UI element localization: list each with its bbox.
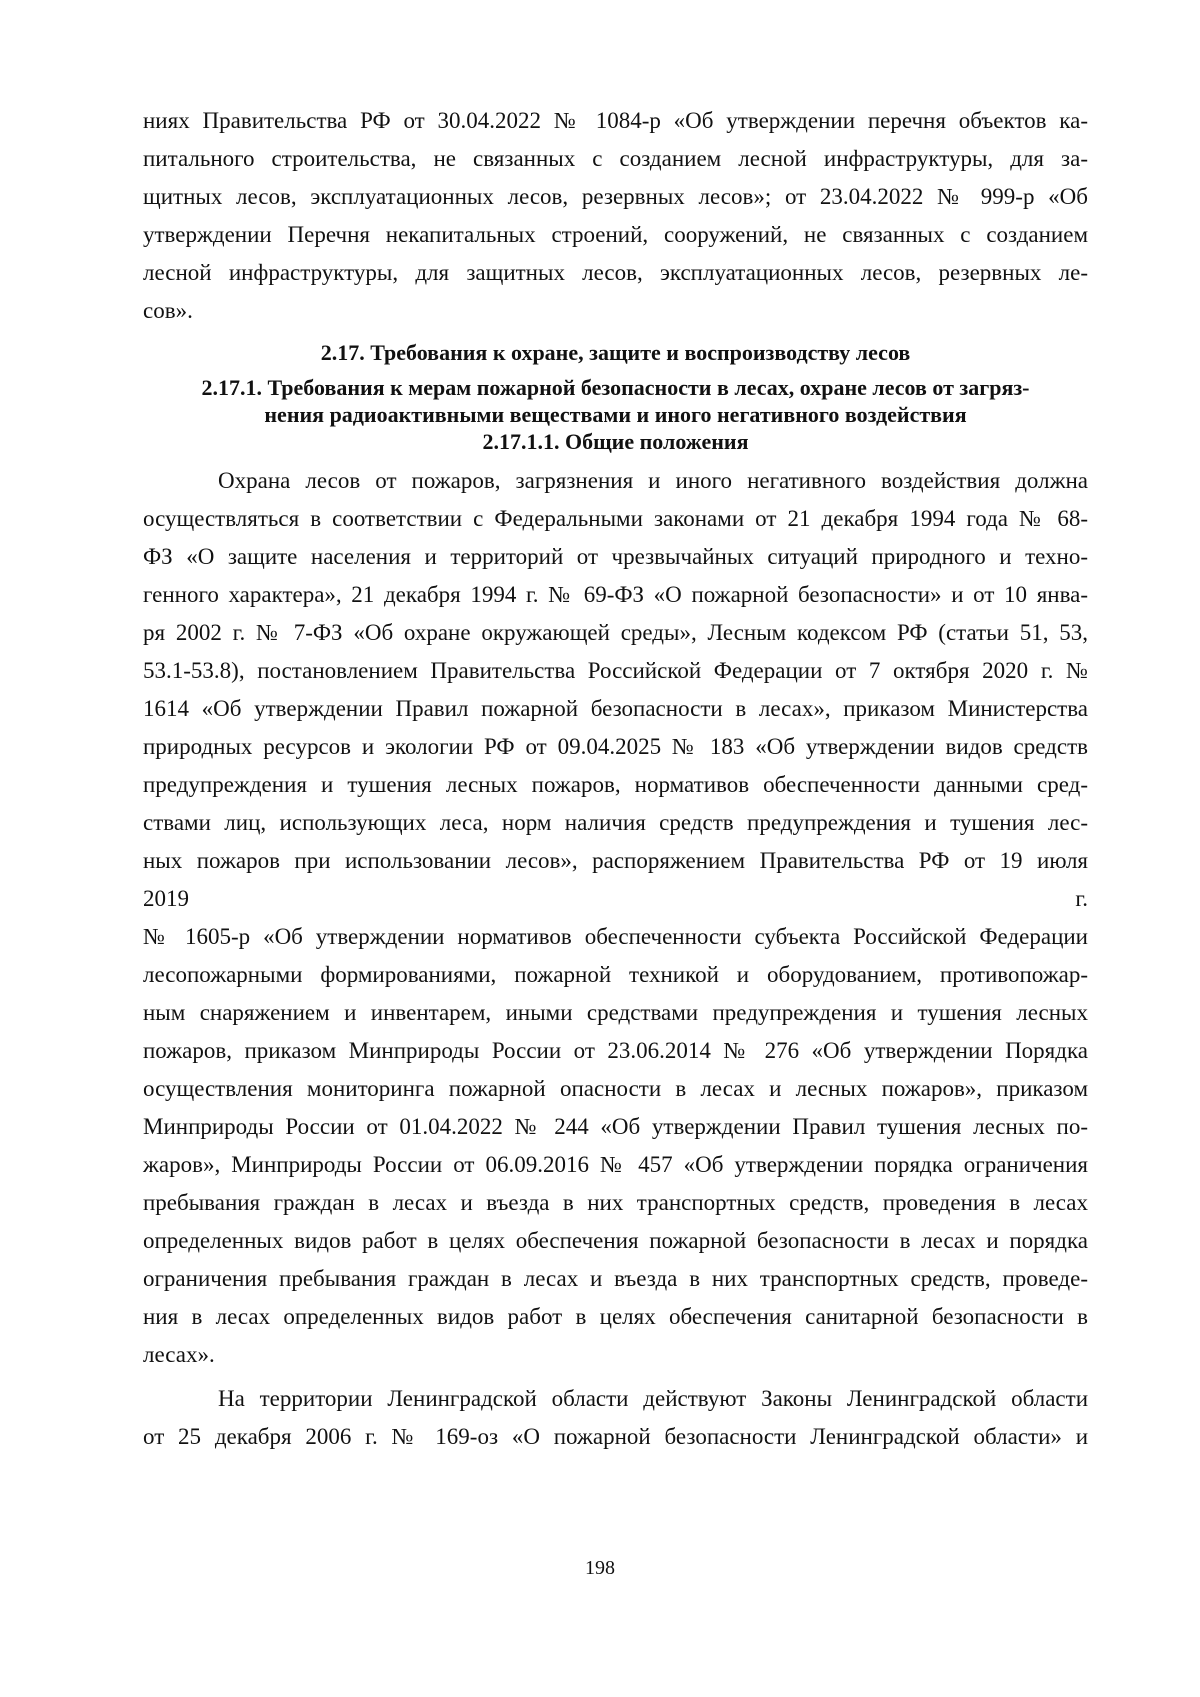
text-line: Охрана лесов от пожаров, загрязнения и иного негативного воздействия должна [218,468,1088,493]
section-heading-2-17: 2.17. Требования к охране, защите и воспроизводству лесов [320,340,911,365]
page-number: 198 [585,1557,615,1579]
text-line: ния в лесах определенных видов работ в целях обеспечения санитарной безопасности в [143,1304,1088,1329]
text-line: ограничения пребывания граждан в лесах и въезда в них транспортных средств, проведе- [143,1266,1088,1291]
text-line: утверждении Перечня некапитальных строений, сооружений, не связанных с созданием [143,222,1088,247]
text-line: лесной инфраструктуры, для защитных лесов, эксплуатационных лесов, резервных ле- [143,260,1088,285]
text-line: № 1605-р «Об утверждении нормативов обеспеченности субъекта Российской Федерации [143,924,1088,949]
text-line: щитных лесов, эксплуатационных лесов, резервных лесов»; от 23.04.2022 № 999-р «Об [143,184,1088,209]
text-line: На территории Ленинградской области действуют Законы Ленинградской области [218,1386,1088,1411]
section-heading-2-17-1-line-1: 2.17.1. Требования к мерам пожарной безопасности в лесах, охране лесов от загряз- [201,375,1030,400]
text-line: предупреждения и тушения лесных пожаров, нормативов обеспеченности данными сред- [143,772,1088,797]
text-line: осуществляться в соответствии с Федеральными законами от 21 декабря 1994 года № 68- [143,506,1088,531]
text-line: определенных видов работ в целях обеспечения пожарной безопасности в лесах и порядка [143,1228,1088,1253]
text-line: жаров», Минприроды России от 06.09.2016 № 457 «Об утверждении порядка ограничения [143,1152,1088,1177]
text-line: ным снаряжением и инвентарем, иными средствами предупреждения и тушения лесных [143,1000,1088,1025]
text-line: ствами лиц, использующих леса, норм наличия средств предупреждения и тушения лес- [143,810,1088,835]
text-line: осуществления мониторинга пожарной опасности в лесах и лесных пожаров», приказом [143,1076,1088,1101]
section-heading-2-17-1-1: 2.17.1.1. Общие положения [482,429,749,454]
text-line: лесопожарными формированиями, пожарной техникой и оборудованием, противопожар- [143,962,1088,987]
text-line: сов». [143,298,193,323]
text-line: 53.1-53.8), постановлением Правительства Российской Федерации от 7 октября 2020 г. № [143,658,1088,683]
text-line: пожаров, приказом Минприроды России от 23.06.2014 № 276 «Об утверждении Порядка [143,1038,1088,1063]
text-line: 2019 г. [143,886,1088,911]
text-line: ных пожаров при использовании лесов», распоряжением Правительства РФ от 19 июля [143,848,1088,873]
text-line: природных ресурсов и экологии РФ от 09.04.2025 № 183 «Об утверждении видов средств [143,734,1088,759]
text-line: генного характера», 21 декабря 1994 г. № 69-ФЗ «О пожарной безопасности» и от 10 янва- [143,582,1088,607]
section-heading-2-17-1-line-2: нения радиоактивными веществами и иного негативного воздействия [264,402,967,427]
text-line: 1614 «Об утверждении Правил пожарной безопасности в лесах», приказом Министерства [143,696,1088,721]
text-line: лесах». [143,1342,215,1367]
text-line: ФЗ «О защите населения и территорий от чрезвычайных ситуаций природного и техно- [143,544,1088,569]
text-line: пребывания граждан в лесах и въезда в них транспортных средств, проведения в лесах [143,1190,1088,1215]
text-line: ниях Правительства РФ от 30.04.2022 № 1084-р «Об утверждении перечня объектов ка- [143,108,1088,133]
text-line: Минприроды России от 01.04.2022 № 244 «Об утверждении Правил тушения лесных по- [143,1114,1088,1139]
text-line: питального строительства, не связанных с созданием лесной инфраструктуры, для за- [143,146,1088,171]
text-line: от 25 декабря 2006 г. № 169-оз «О пожарной безопасности Ленинградской области» и [143,1424,1088,1449]
text-line: ря 2002 г. № 7-ФЗ «Об охране окружающей среды», Лесным кодексом РФ (статьи 51, 53, [143,620,1088,645]
